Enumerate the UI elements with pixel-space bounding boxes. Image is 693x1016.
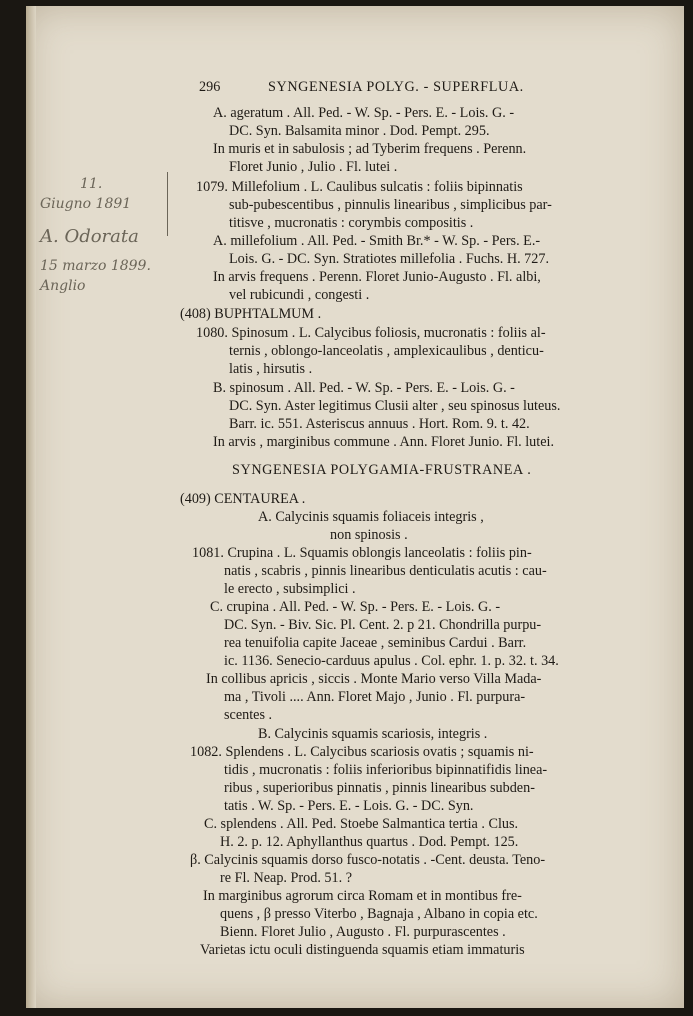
- text-line: ternis , oblongo-lanceolatis , amplexicaulibus , denticu-: [229, 343, 544, 359]
- text-line: Barr. ic. 551. Asteriscus annuus . Hort. Rom. 9. t. 42.: [229, 416, 530, 432]
- text-line: sub-pubescentibus , pinnulis linearibus , simplicibus par-: [229, 197, 552, 213]
- text-line: In arvis frequens . Perenn. Floret Junio-Augusto . Fl. albi,: [213, 269, 541, 285]
- text-line: C. splendens . All. Ped. Stoebe Salmantica tertia . Clus.: [204, 816, 519, 832]
- section-heading: SYNGENESIA POLYGAMIA-FRUSTRANEA .: [232, 462, 532, 478]
- text-line: In collibus apricis , siccis . Monte Mario verso Villa Mada-: [206, 671, 542, 687]
- text-line: Varietas ictu oculi distinguenda squamis etiam immaturis: [200, 942, 525, 958]
- text-line: quens , β presso Viterbo , Bagnaja , Albano in copia etc.: [220, 906, 538, 922]
- text-line: latis , hirsutis .: [229, 361, 313, 377]
- text-line: C. crupina . All. Ped. - W. Sp. - Pers. E. - Lois. G. -: [210, 599, 501, 615]
- text-line: non spinosis .: [330, 527, 408, 543]
- text-line: vel rubicundi , congesti .: [229, 287, 370, 303]
- genus-heading: (409) CENTAUREA .: [180, 491, 306, 507]
- text-line: DC. Syn. - Biv. Sic. Pl. Cent. 2. p 21. Chondrilla purpu-: [224, 617, 542, 633]
- page-number: 296: [199, 79, 221, 95]
- text-line: In marginibus agrorum circa Romam et in montibus fre-: [203, 888, 522, 904]
- text-line: A. millefolium . All. Ped. - Smith Br.* - W. Sp. - Pers. E.-: [213, 233, 541, 249]
- text-line: A. Calycinis squamis foliaceis integris ,: [258, 509, 484, 525]
- text-line: β. Calycinis squamis dorso fusco-notatis . -Cent. deusta. Teno-: [190, 852, 546, 868]
- text-line: A. ageratum . All. Ped. - W. Sp. - Pers. E. - Lois. G. -: [213, 105, 515, 121]
- text-line: ribus , superioribus pinnatis , pinnis linearibus subden-: [224, 780, 535, 796]
- running-title: SYNGENESIA POLYG. - SUPERFLUA.: [268, 79, 524, 95]
- text-line: 1079. Millefolium . L. Caulibus sulcatis : foliis bipinnatis: [196, 179, 523, 195]
- text-line: 1081. Crupina . L. Squamis oblongis lanceolatis : foliis pin-: [192, 545, 532, 561]
- text-line: ma , Tivoli .... Ann. Floret Majo , Junio . Fl. purpura-: [224, 689, 526, 705]
- text-line: scentes .: [224, 707, 273, 723]
- text-line: DC. Syn. Balsamita minor . Dod. Pempt. 295.: [229, 123, 490, 139]
- text-line: Lois. G. - DC. Syn. Stratiotes millefolia . Fuchs. H. 727.: [229, 251, 549, 267]
- text-line: 1080. Spinosum . L. Calycibus foliosis, mucronatis : foliis al-: [196, 325, 546, 341]
- margin-bracket: [161, 172, 168, 236]
- text-line: Floret Junio , Julio . Fl. lutei .: [229, 159, 398, 175]
- text-line: B. spinosum . All. Ped. - W. Sp. - Pers. E. - Lois. G. -: [213, 380, 515, 396]
- text-line: rea tenuifolia capite Jaceae , seminibus Cardui . Barr.: [224, 635, 527, 651]
- text-line: natis , scabris , pinnis linearibus denticulatis acutis : cau-: [224, 563, 547, 579]
- text-line: Bienn. Floret Julio , Augusto . Fl. purpurascentes .: [220, 924, 506, 940]
- text-line: H. 2. p. 12. Aphyllanthus quartus . Dod. Pempt. 125.: [220, 834, 519, 850]
- text-line: le erecto , subsimplici .: [224, 581, 356, 597]
- text-line: B. Calycinis squamis scariosis, integris .: [258, 726, 488, 742]
- text-line: DC. Syn. Aster legitimus Clusii alter , seu spinosus luteus.: [229, 398, 561, 414]
- text-line: ic. 1136. Senecio-carduus apulus . Col. ephr. 1. p. 32. t. 34.: [224, 653, 559, 669]
- text-line: 1082. Splendens . L. Calycibus scariosis ovatis ; squamis ni-: [190, 744, 534, 760]
- text-line: titisve , mucronatis : corymbis compositis .: [229, 215, 474, 231]
- genus-heading: (408) BUPHTALMUM .: [180, 306, 322, 322]
- text-line: In arvis , marginibus commune . Ann. Floret Junio. Fl. lutei.: [213, 434, 555, 450]
- text-line: tidis , mucronatis : foliis inferioribus bipinnatifidis linea-: [224, 762, 548, 778]
- text-line: tatis . W. Sp. - Pers. E. - Lois. G. - DC. Syn.: [224, 798, 474, 814]
- text-line: re Fl. Neap. Prod. 51. ?: [220, 870, 352, 886]
- page-edge: [26, 6, 36, 1008]
- text-line: In muris et in sabulosis ; ad Tyberim frequens . Perenn.: [213, 141, 527, 157]
